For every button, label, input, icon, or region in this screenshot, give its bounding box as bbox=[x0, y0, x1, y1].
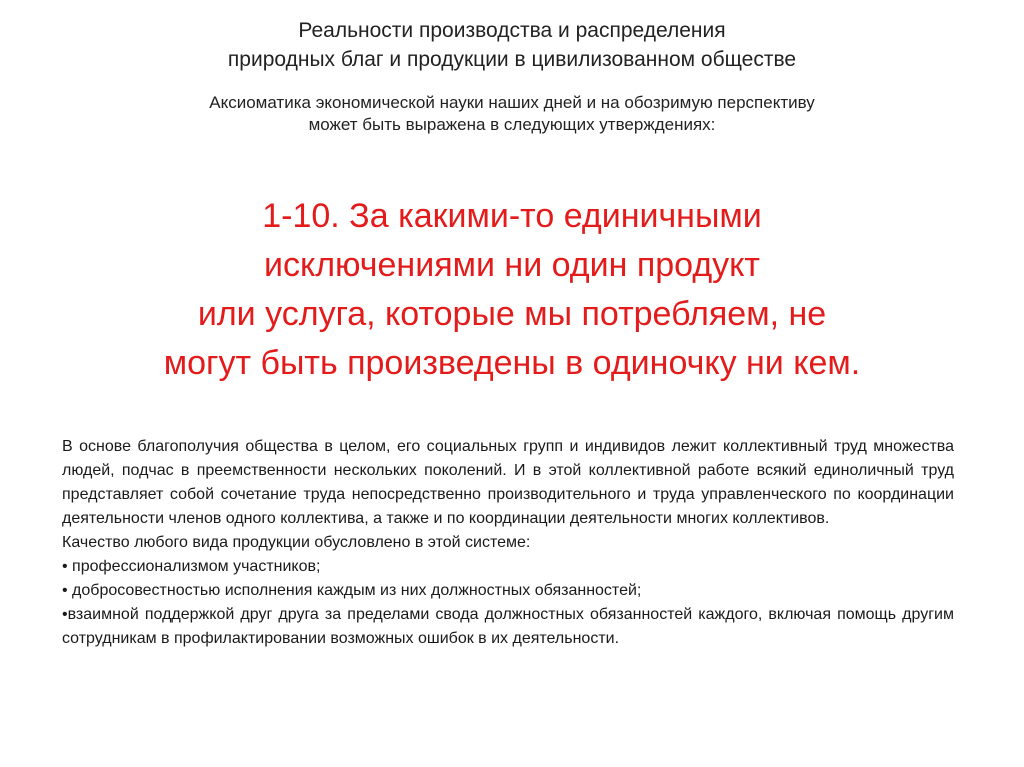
slide-title bbox=[0, 16, 1024, 74]
quality-intro: Качество любого вида продукции обусловлено в этой системе: bbox=[62, 534, 531, 551]
bullet-item-2: • добросовестностью исполнения каждым из них должностных обязанностей; bbox=[62, 582, 642, 599]
bullet-item-1: • профессионализмом участников; bbox=[62, 558, 321, 575]
axiom-statement bbox=[112, 192, 912, 388]
body-text bbox=[62, 435, 954, 651]
slide-subtitle bbox=[0, 92, 1024, 136]
body-paragraph: В основе благополучия общества в целом, его социальных групп и индивидов лежит коллективный труд множества людей, подчас в преемственности нескольких поколений. И в этой коллективной работе всякий единоличный труд представляет собой сочетание труда непосредственно производительного и труда управленческого по координации деятельности членов одного коллектива, а также и по координации деятельности многих коллективов. bbox=[62, 438, 954, 527]
statement-line-2: исключениями ни один продукт bbox=[263, 246, 761, 284]
title-line-1: Реальности производства и распределения bbox=[298, 19, 726, 42]
subtitle-line-1: Аксиоматика экономической науки наших дней и на обозримую перспективу bbox=[209, 93, 815, 112]
statement-line-4: могут быть произведены в одиночку ни кем. bbox=[163, 344, 861, 382]
title-line-2: природных благ и продукции в цивилизованном обществе bbox=[227, 48, 797, 71]
statement-line-3: или услуга, которые мы потребляем, не bbox=[197, 295, 827, 333]
subtitle-line-2: может быть выражена в следующих утверждениях: bbox=[308, 115, 716, 134]
bullet-item-3: •взаимной поддержкой друг друга за пределами свода должностных обязанностей каждого, включая помощь другим сотрудникам в профилактировании возможных ошибок в их деятельности. bbox=[62, 606, 954, 647]
statement-line-1: 1-10. За какими-то единичными bbox=[262, 197, 762, 235]
